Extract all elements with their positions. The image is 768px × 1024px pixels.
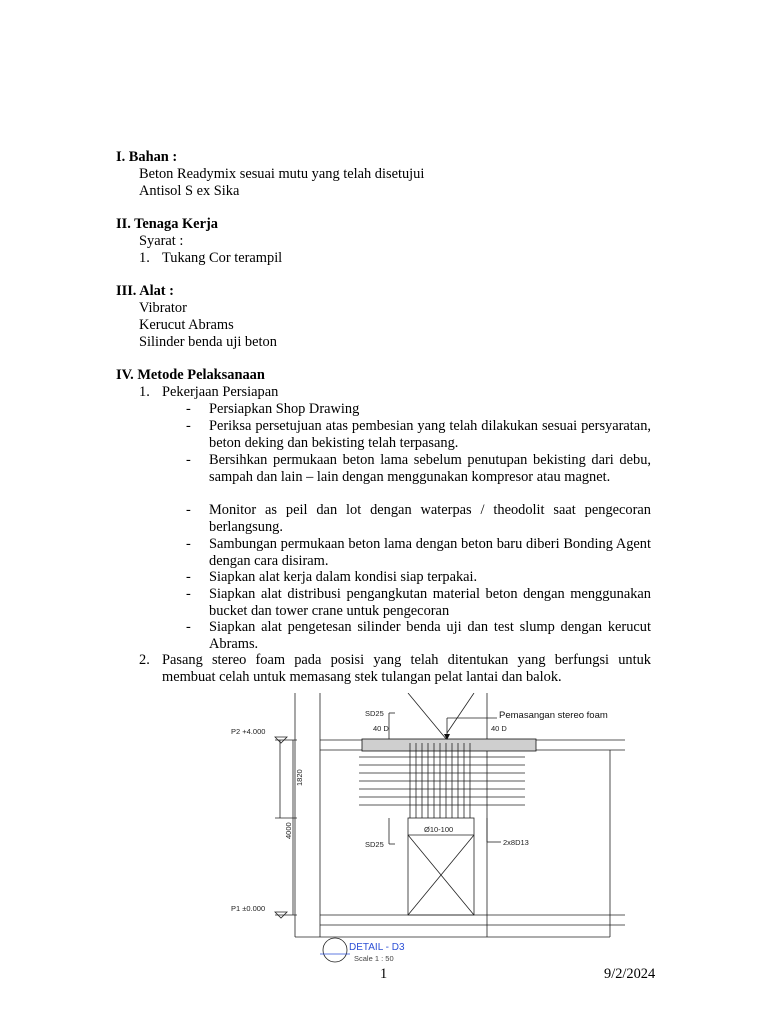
- stereo-foam-block: [362, 739, 536, 751]
- upper-diagonal: [447, 693, 474, 733]
- alat-item: Vibrator: [139, 300, 187, 316]
- label-stereo-foam: Pemasangan stereo foam: [499, 710, 608, 721]
- bullet-item: Persiapkan Shop Drawing: [209, 401, 360, 417]
- bullet-dash: -: [186, 586, 191, 602]
- bullet-item: Siapkan alat kerja dalam kondisi siap terpakai.: [209, 569, 478, 585]
- footer-date: 9/2/2024: [604, 966, 656, 982]
- label-sd25-top: SD25: [365, 709, 384, 718]
- label-40d-right: 40 D: [491, 724, 507, 733]
- label-40d-left: 40 D: [373, 724, 389, 733]
- bullet-dash: -: [186, 452, 191, 468]
- bahan-item: Antisol S ex Sika: [139, 183, 240, 199]
- bullet-dash: -: [186, 569, 191, 585]
- tenaga-item: Tukang Cor terampil: [162, 250, 283, 266]
- bullet-dash: -: [186, 536, 191, 552]
- detail-title: DETAIL - D3: [349, 942, 405, 953]
- alat-item: Silinder benda uji beton: [139, 334, 277, 350]
- dimension-4000: 4000: [284, 822, 293, 839]
- alat-item: Kerucut Abrams: [139, 317, 234, 333]
- detail-drawing: [225, 693, 625, 965]
- bullet-item: Siapkan alat pengetesan silinder benda uji dan test slump dengan kerucut Abrams.: [209, 619, 651, 652]
- detail-scale: Scale 1 : 50: [354, 954, 394, 963]
- bullet-item: Monitor as peil dan lot dengan waterpas / theodolit saat pengecoran berlangsung.: [209, 502, 651, 535]
- tenaga-intro: Syarat :: [139, 233, 184, 249]
- dimension-1820: 1820: [295, 769, 304, 786]
- bullet-item: Bersihkan permukaan beton lama sebelum penutupan bekisting dari debu, sampah dan lain – lain dengan menggunakan kompresor atau magnet.: [209, 452, 651, 485]
- bullet-dash: -: [186, 619, 191, 635]
- bullet-dash: -: [186, 401, 191, 417]
- step-number: 2.: [139, 652, 150, 668]
- label-p2: P2 +4.000: [231, 727, 266, 736]
- step-text: Pasang stereo foam pada posisi yang telah ditentukan yang berfungsi untuk membuat celah untuk memasang stek tulangan pelat lantai dan balok.: [162, 652, 651, 685]
- step-number: 1.: [139, 384, 150, 400]
- section-heading-alat: III. Alat :: [116, 283, 174, 299]
- bullet-item: Sambungan permukaan beton lama dengan beton baru diberi Bonding Agent dengan cara disiram.: [209, 536, 651, 569]
- bullet-dash: -: [186, 418, 191, 434]
- bahan-item: Beton Readymix sesuai mutu yang telah disetujui: [139, 166, 425, 182]
- section-heading-tenaga-kerja: II. Tenaga Kerja: [116, 216, 218, 232]
- label-stirrup: Ø10-100: [424, 825, 454, 834]
- upper-diagonal: [408, 693, 447, 740]
- section-heading-metode: IV. Metode Pelaksanaan: [116, 367, 265, 383]
- step-title: Pekerjaan Persiapan: [162, 384, 279, 400]
- section-heading-bahan: I. Bahan :: [116, 149, 178, 165]
- detail-marker-circle: [323, 938, 347, 962]
- label-sd25-bottom: SD25: [365, 840, 384, 849]
- bullet-dash: -: [186, 502, 191, 518]
- label-p1: P1 ±0.000: [231, 904, 266, 913]
- label-bars: 2x8D13: [503, 838, 529, 847]
- bullet-item: Periksa persetujuan atas pembesian yang telah dilakukan sesuai persyaratan, beton deking dan bekisting telah terpasang.: [209, 418, 651, 451]
- page-number: 1: [380, 966, 388, 982]
- bullet-item: Siapkan alat distribusi pengangkutan material beton dengan menggunakan bucket dan tower crane untuk pengecoran: [209, 586, 651, 619]
- tenaga-item-number: 1.: [139, 250, 150, 266]
